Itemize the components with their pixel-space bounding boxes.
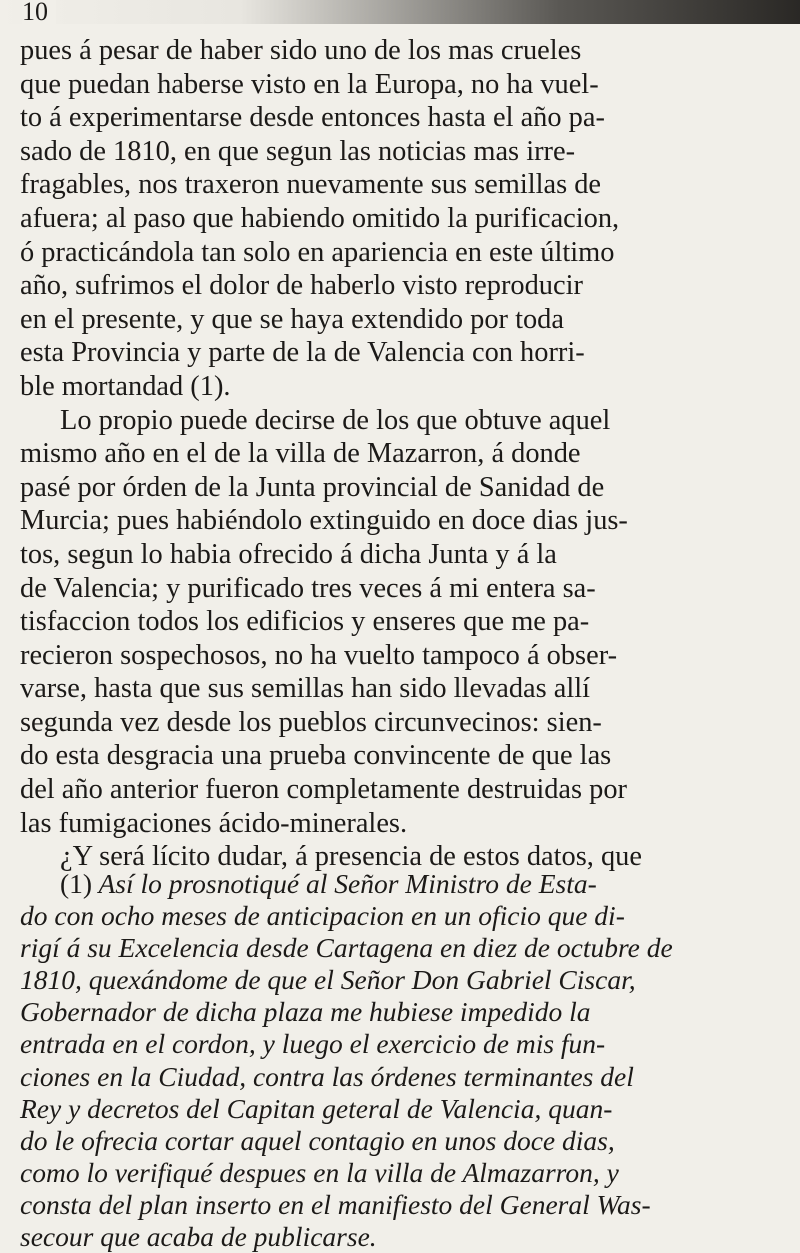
footnote-line: 1810, quexándome de que el Señor Don Gabriel Ciscar, [20, 964, 636, 996]
text-line: en el presente, y que se haya extendido por toda [20, 303, 564, 335]
text-line: afuera; al paso que habiendo omitido la purificacion, [20, 202, 620, 234]
text-line: pues á pesar de haber sido uno de los mas crueles [20, 35, 582, 66]
text-line: to á experimentarse desde entonces hasta el año pa- [20, 102, 605, 134]
body-text [20, 34, 790, 874]
footnote-line: Así lo prosnotiqué al Señor Ministro de Esta- [98, 868, 597, 899]
page-top-edge [0, 0, 800, 24]
text-line: sado de 1810, en que segun las noticias mas irre- [20, 135, 576, 167]
paragraph-first-line: ¿Y será lícito dudar, á presencia de estos datos, que [60, 841, 642, 873]
footnote-line: ciones en la Ciudad, contra las órdenes terminantes del [20, 1060, 634, 1092]
text-line: año, sufrimos el dolor de haberlo visto reproducir [20, 270, 583, 302]
text-line: varse, hasta que sus semillas han sido llevadas allí [20, 673, 591, 705]
text-line: recieron sospechosos, no ha vuelto tampoco á obser- [20, 639, 618, 671]
footnote-first-line [20, 868, 790, 900]
text-line: segunda vez desde los pueblos circunvecinos: sien- [20, 706, 602, 738]
footnote-line: consta del plan inserto en el manifiesto del General Was- [20, 1188, 651, 1220]
text-line: esta Provincia y parte de la de Valencia con horri- [20, 337, 585, 369]
text-line: las fumigaciones ácido-minerales. [20, 807, 408, 839]
footnote-marker: (1) [60, 868, 93, 899]
footnote-line: Gobernador de dicha plaza me hubiese impedido la [20, 996, 591, 1028]
footnote-line: Rey y decretos del Capitan geteral de Valencia, quan- [20, 1092, 613, 1124]
text-line: tisfaccion todos los edificios y enseres que me pa- [20, 606, 590, 638]
text-line: ble mortandad (1). [20, 370, 231, 402]
text-line: fragables, nos traxeron nuevamente sus semillas de [20, 169, 602, 201]
text-line: mismo año en el de la villa de Mazarron, á donde [20, 438, 581, 470]
text-line: del año anterior fueron completamente destruidas por [20, 774, 628, 806]
text-line: que puedan haberse visto en la Europa, no ha vuel- [20, 68, 599, 100]
text-line: Murcia; pues habiéndolo extinguido en doce dias jus- [20, 505, 628, 537]
text-line: de Valencia; y purificado tres veces á mi entera sa- [20, 572, 596, 604]
text-line: pasé por órden de la Junta provincial de Sanidad de [20, 471, 605, 503]
text-line: do esta desgracia una prueba convincente de que las [20, 740, 612, 772]
footnote-line: do le ofrecia cortar aquel contagio en unos doce dias, [20, 1124, 615, 1156]
footnote-line: rigí á su Excelencia desde Cartagena en diez de octubre de [20, 932, 673, 964]
footnote-line: secour que acaba de publicarse. [20, 1221, 377, 1253]
footnote [20, 868, 790, 1253]
footnote-line: entrada en el cordon, y luego el exercicio de mis fun- [20, 1028, 606, 1060]
page-number: 10 [22, 0, 56, 24]
footnote-line: do con ocho meses de anticipacion en un oficio que di- [20, 900, 625, 932]
footnote-line: como lo verifiqué despues en la villa de Almazarron, y [20, 1156, 619, 1188]
text-line: tos, segun lo habia ofrecido á dicha Junta y á la [20, 538, 557, 570]
paragraph-first-line: Lo propio puede decirse de los que obtuve aquel [60, 404, 611, 436]
text-line: ó practicándola tan solo en apariencia en este último [20, 236, 615, 268]
